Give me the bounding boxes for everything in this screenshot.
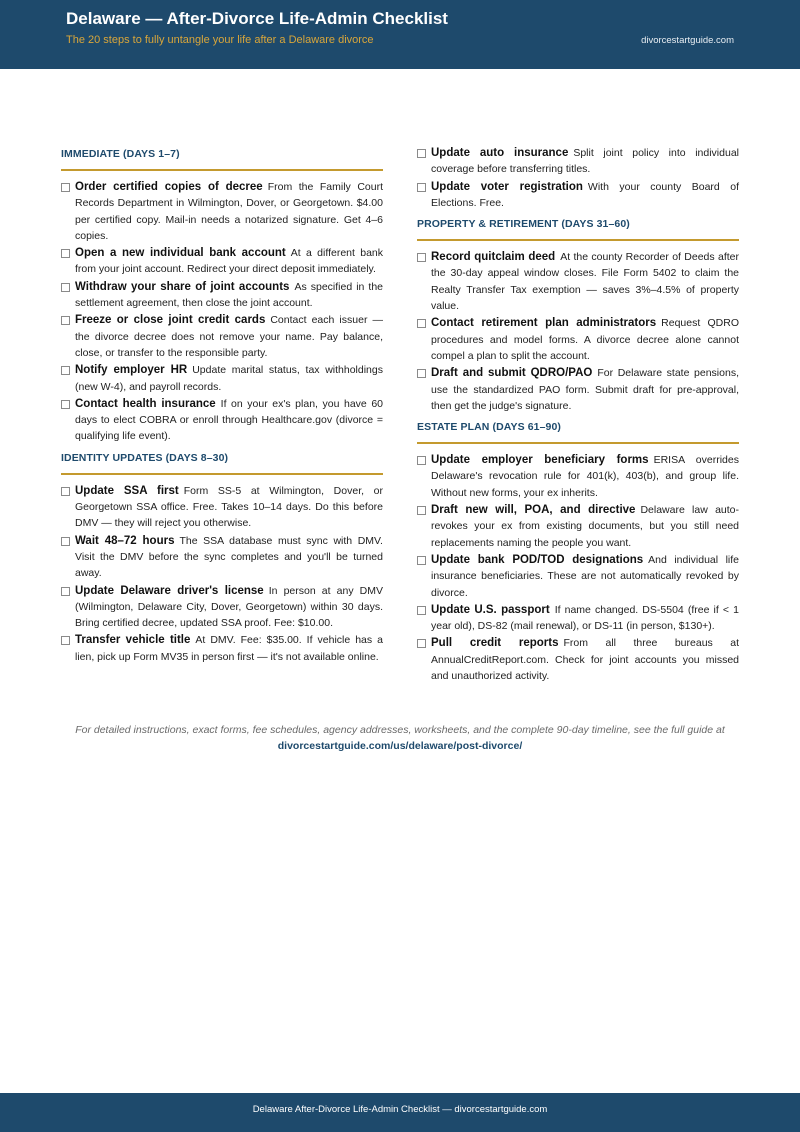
checklist [417, 452, 739, 684]
section-estate [417, 418, 739, 684]
checkbox[interactable] [61, 636, 70, 645]
item-name: Update SSA first [75, 484, 179, 497]
section-title: ESTATE PLAN (DAYS 61–90) [417, 418, 739, 444]
footer-bar [0, 1093, 800, 1132]
section-title: IMMEDIATE (DAYS 1–7) [61, 145, 383, 171]
item-description: In person at any DMV (Wilmington, Delaware City, Dover, Georgetown) within 30 days. Bring certified decree, updated SSA proof. Fee: $10.00. [75, 584, 384, 630]
item-name: Notify employer HR [75, 364, 188, 377]
item-name: Update voter registration [431, 180, 583, 193]
item-name: Contact health insurance [75, 397, 216, 410]
section-immediate [61, 145, 383, 445]
checkbox[interactable] [61, 316, 70, 325]
guide-link[interactable]: divorcestartguide.com/us/delaware/post-divorce/ [277, 740, 523, 752]
item-name: Order certified copies of decree [75, 181, 263, 193]
checklist-item [61, 245, 383, 278]
checkbox[interactable] [417, 183, 426, 192]
checkbox[interactable] [61, 400, 70, 409]
checklist-item [61, 396, 383, 445]
checklist-item [417, 315, 739, 364]
item-description: The SSA database must sync with DMV. Visit the DMV before the sync completes and you'll be turned away. [75, 534, 383, 580]
item-name: Withdraw your share of joint accounts [75, 280, 290, 293]
item-description: Form SS-5 at Wilmington, Dover, or Georgetown SSA office. Free. Takes 10–14 days. Do this before DMV — they will reject you otherwise. [75, 484, 383, 530]
item-description: Request QDRO procedures and model forms. A divorce decree alone cannot compel a plan to split the account. [431, 317, 739, 362]
item-description: Split joint policy into individual coverage before transferring titles. [431, 147, 739, 176]
checklist-item [417, 179, 739, 212]
item-description: Contact each issuer — the divorce decree does not remove your name. Pay balance, close, or transfer to the responsible party. [75, 314, 384, 359]
checkbox[interactable] [61, 587, 70, 596]
checklist-item [417, 249, 739, 314]
item-name: Update U.S. passport [431, 603, 550, 616]
checkbox[interactable] [417, 639, 426, 648]
checklist [61, 179, 383, 445]
checklist [417, 249, 739, 414]
checkbox[interactable] [61, 537, 70, 546]
page-header [0, 0, 800, 69]
item-name: Update Delaware driver's license [75, 584, 264, 597]
page-title: Delaware — After-Divorce Life-Admin Checklist [66, 9, 448, 28]
item-description: And individual life insurance beneficiaries. These are not automatically revoked by divorce. [431, 553, 739, 599]
checklist-item [61, 179, 383, 244]
checkbox[interactable] [417, 149, 426, 158]
checkbox[interactable] [417, 606, 426, 615]
checklist [417, 145, 739, 211]
checkbox[interactable] [417, 556, 426, 565]
checklist-item [61, 362, 383, 395]
footer-note-text: For detailed instructions, exact forms, fee schedules, agency addresses, worksheets, and the complete 90-day timeline, see the full guide at [75, 724, 725, 736]
item-description: ERISA overrides Delaware's revocation rule for 401(k), 403(b), and group life. Without new forms, your ex inherits. [431, 454, 739, 499]
section-title: PROPERTY & RETIREMENT (DAYS 31–60) [417, 215, 739, 241]
item-name: Update bank POD/TOD designations [431, 553, 644, 566]
item-description: If on your ex's plan, you have 60 days to elect COBRA or enroll through Healthcare.gov (divorce = qualifying life event). [75, 397, 383, 443]
item-description: Delaware law auto-revokes your ex from existing documents, but you still need replacements naming the people you want. [431, 504, 739, 549]
item-description: For Delaware state pensions, use the standardized PAO form. Submit draft for pre-approval, then get the judge's signature. [431, 367, 739, 412]
checkbox[interactable] [417, 369, 426, 378]
item-description: Update marital status, tax withholdings (new W-4), and payroll records. [75, 364, 383, 393]
page-subtitle: The 20 steps to fully untangle your life after a Delaware divorce [66, 34, 374, 46]
checkbox[interactable] [417, 253, 426, 262]
checklist-item [61, 483, 383, 532]
checklist-item [61, 533, 383, 582]
checkbox[interactable] [61, 183, 70, 192]
item-name: Draft and submit QDRO/PAO [431, 367, 593, 380]
checklist [61, 483, 383, 665]
section-property [417, 215, 739, 414]
item-description: With your county Board of Elections. Free. [431, 180, 740, 209]
checklist-item [417, 552, 739, 601]
checklist-item [417, 602, 739, 635]
checklist-item [417, 452, 739, 501]
checklist-item [417, 145, 739, 178]
checkbox[interactable] [417, 456, 426, 465]
item-name: Update employer beneficiary forms [431, 454, 649, 467]
checkbox[interactable] [61, 249, 70, 258]
checklist-item [417, 502, 739, 551]
right-column [417, 145, 739, 685]
checkbox[interactable] [417, 319, 426, 328]
item-description: From the Family Court Records Department in Wilmington, Dover, or Georgetown. $4.00 per certified copy. Mail-in needs a notarized signature. Get 4–6 copies. [75, 181, 384, 242]
section-title: IDENTITY UPDATES (DAYS 8–30) [61, 449, 383, 475]
item-name: Open a new individual bank account [75, 247, 286, 260]
footer-bar-text: Delaware After-Divorce Life-Admin Checklist — divorcestartguide.com [252, 1104, 548, 1115]
item-name: Pull credit reports [431, 637, 559, 650]
item-description: At the county Recorder of Deeds after the 30-day appeal window closes. File Form 5402 to claim the Realty Transfer Tax exemption — saves 3%–4.5% of property value. [431, 251, 739, 313]
item-description: If name changed. DS-5504 (free if < 1 year old), DS-82 (mail renewal), or DS-11 (in person, $130+). [431, 603, 739, 633]
checklist-item [61, 279, 383, 312]
footer-note [40, 722, 760, 754]
item-description: At a different bank from your joint account. Redirect your direct deposit immediately. [75, 247, 384, 276]
left-column [61, 145, 383, 666]
checklist-item [61, 632, 383, 665]
checkbox[interactable] [61, 283, 70, 292]
item-description: At DMV. Fee: $35.00. If vehicle has a lien, pick up Form MV35 in person first — it's not available online. [75, 634, 383, 663]
item-name: Record quitclaim deed [431, 251, 556, 264]
item-name: Wait 48–72 hours [75, 534, 175, 547]
checkbox[interactable] [417, 506, 426, 515]
checklist-item [417, 635, 739, 684]
site-name: divorcestartguide.com [641, 35, 734, 46]
checklist-item [61, 583, 383, 632]
item-name: Freeze or close joint credit cards [75, 314, 266, 327]
checklist-item [417, 365, 739, 414]
item-name: Contact retirement plan administrators [431, 317, 657, 330]
item-name: Update auto insurance [431, 147, 569, 159]
item-name: Transfer vehicle title [75, 634, 191, 647]
item-description: As specified in the settlement agreement, then close the joint account. [75, 280, 384, 310]
section-identity [61, 449, 383, 665]
checklist-item [61, 312, 383, 361]
checkbox[interactable] [61, 366, 70, 375]
item-name: Draft new will, POA, and directive [431, 504, 636, 517]
checkbox[interactable] [61, 487, 70, 496]
item-description: From all three bureaus at AnnualCreditReport.com. Check for joint accounts you missed and unauthorized activity. [431, 637, 739, 683]
